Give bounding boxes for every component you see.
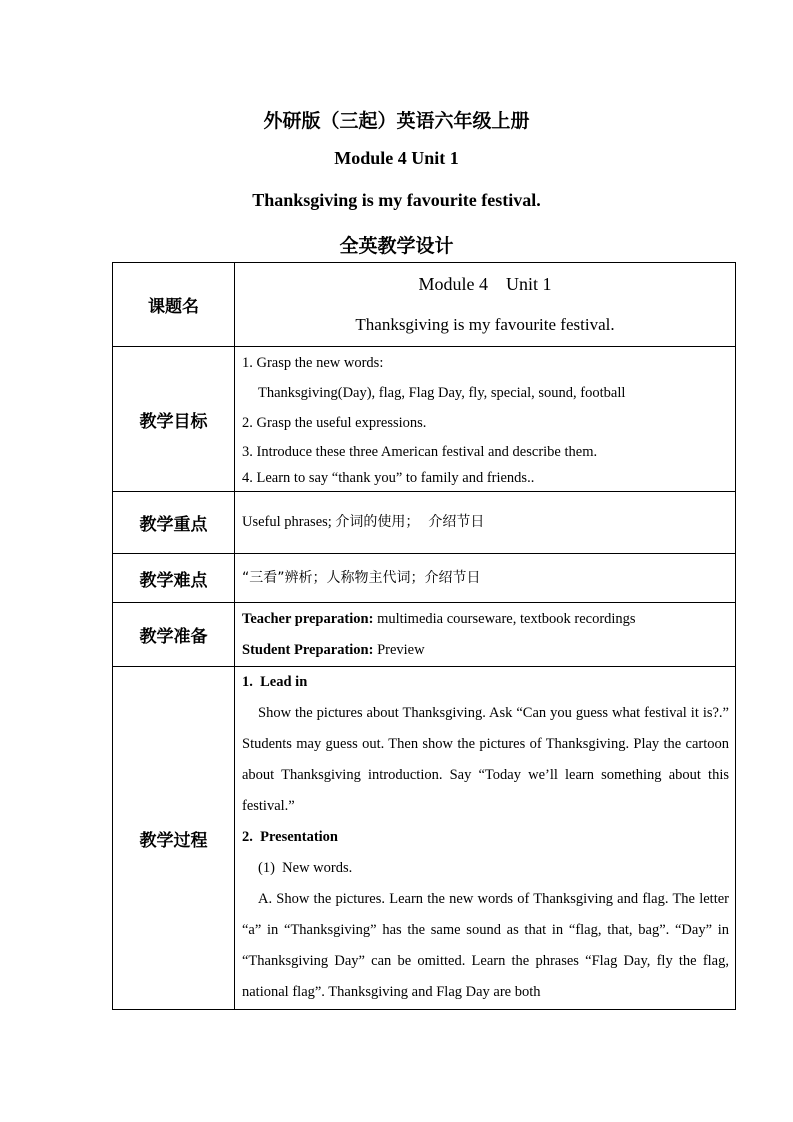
row-label-key-points: 教学重点 <box>113 492 235 554</box>
row-label-process: 教学过程 <box>113 667 235 1010</box>
table-row-key-points <box>113 492 736 554</box>
step-1-body: Show the pictures about Thanksgiving. Ask “Can you guess what festival it is?.” Students may guess out. Then show the pictures of Thanksgiving. Play the cartoon about Thanksgiving introduction. Say “Today we’ll learn something about this festival.” <box>242 705 729 814</box>
step-1-heading: 1. Lead in <box>242 674 308 690</box>
row-label-difficulties: 教学难点 <box>113 554 235 603</box>
lesson-plan-table <box>112 262 736 1010</box>
lesson-title: Thanksgiving is my favourite festival. <box>252 190 541 210</box>
preparation-cell <box>235 603 736 667</box>
key-points-cn: 介词的使用； 介绍节日 <box>335 514 485 530</box>
key-points-cell <box>235 492 736 554</box>
objective-item: 4. Learn to say “thank you” to family and friends.. <box>242 470 535 486</box>
student-preparation-text: Preview <box>373 641 425 658</box>
row-label-topic: 课题名 <box>113 263 235 347</box>
student-preparation-label: Student Preparation: <box>242 641 374 658</box>
objectives-cell <box>235 347 736 492</box>
table-row-difficulties <box>113 554 736 603</box>
step-2-sub-text: (1) New words. <box>258 860 353 876</box>
objective-item: 3. Introduce these three American festival and describe them. <box>242 444 598 460</box>
key-points-en: Useful phrases; <box>242 514 336 530</box>
table-row-preparation <box>113 603 736 667</box>
design-title: 全英教学设计 <box>339 235 454 257</box>
module-unit-title: Module 4 Unit 1 <box>334 148 459 168</box>
objective-item: Thanksgiving(Day), flag, Flag Day, fly, special, sound, football <box>258 385 626 401</box>
teacher-preparation <box>242 604 729 635</box>
table-row-objectives <box>113 347 736 492</box>
step-2-heading: 2. Presentation <box>242 829 338 845</box>
row-label-objectives: 教学目标 <box>113 347 235 492</box>
topic-line-2: Thanksgiving is my favourite festival. <box>355 315 615 334</box>
process-cell <box>235 667 736 1010</box>
objective-item: 2. Grasp the useful expressions. <box>242 415 427 431</box>
topic-cell <box>235 263 736 347</box>
table-row-process <box>113 667 736 1010</box>
teacher-preparation-label: Teacher preparation: <box>242 610 374 627</box>
step-1-text <box>242 698 729 822</box>
table-row-topic <box>113 263 736 347</box>
topic-line-1: Module 4 Unit 1 <box>418 274 552 294</box>
row-label-preparation: 教学准备 <box>113 603 235 667</box>
step-2-body: A. Show the pictures. Learn the new words of Thanksgiving and flag. The letter “a” in “Thanksgiving” has the same sound as that in “flag, that, bag”. “Day” in “Thanksgiving Day” can be omitted. Learn the phrases “Flag Day, fly the flag, national flag”. Thanksgiving and Flag Day are both <box>242 891 729 1000</box>
step-2-text <box>242 884 729 1008</box>
objective-item: 1. Grasp the new words: <box>242 355 384 371</box>
student-preparation <box>242 635 729 666</box>
step-2-subheading <box>242 853 729 884</box>
difficulties-text: “三看”辨析；人称物主代词；介绍节日 <box>242 569 481 586</box>
textbook-title: 外研版（三起）英语六年级上册 <box>263 110 530 132</box>
teacher-preparation-text: multimedia courseware, textbook recordings <box>373 610 636 627</box>
difficulties-cell <box>235 554 736 603</box>
